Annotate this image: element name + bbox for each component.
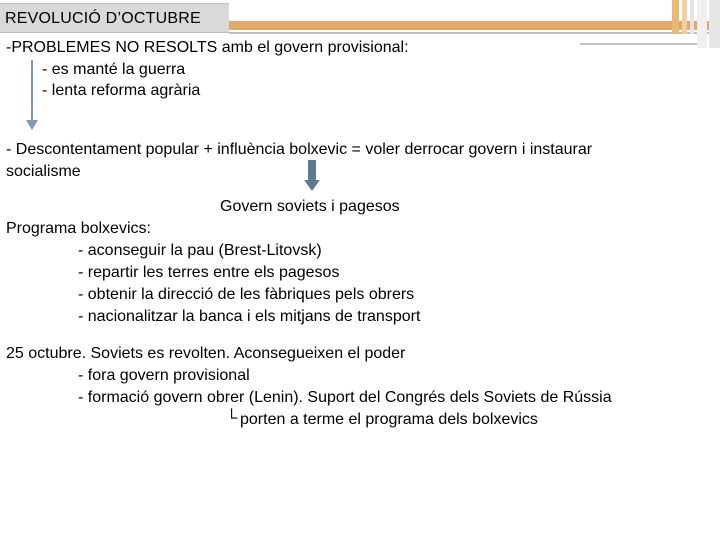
problem-item: - lenta reforma agrària xyxy=(42,82,201,99)
corner-stripe-2 xyxy=(682,0,687,34)
october-item: porten a terme el programa dels bolxevics xyxy=(240,411,538,428)
october-item: - fora govern provisional xyxy=(78,367,250,384)
govern-soviets-label: Govern soviets i pagesos xyxy=(220,198,400,215)
problems-heading: -PROBLEMES NO RESOLTS amb el govern provisional: xyxy=(6,39,409,56)
header-gray-line xyxy=(229,32,720,34)
discontent-line: - Descontentament popular + influència bolxevic = voler derrocar govern i instaurar xyxy=(6,141,593,158)
problem-item: - es manté la guerra xyxy=(42,61,186,78)
corner-stripe-4 xyxy=(697,0,707,48)
corner-stripe-3 xyxy=(690,0,694,34)
slide-title-box xyxy=(0,3,229,33)
header-orange-bar xyxy=(229,21,720,30)
program-item: - obtenir la direcció de les fàbriques pels obrers xyxy=(78,286,415,303)
slide-title: REVOLUCIÓ D’OCTUBRE xyxy=(5,10,201,27)
program-item: - repartir les terres entre els pagesos xyxy=(78,264,340,281)
corner-stripe-5 xyxy=(709,0,720,48)
corner-connector: └ xyxy=(226,410,238,427)
october-heading: 25 octubre. Soviets es revolten. Aconsegueixen el poder xyxy=(6,345,406,362)
corner-stripe-1 xyxy=(672,0,679,34)
program-item: - nacionalitzar la banca i els mitjans de transport xyxy=(78,308,421,325)
down-arrow-icon xyxy=(24,60,40,132)
october-item: - formació govern obrer (Lenin). Suport del Congrés dels Soviets de Rússia xyxy=(78,389,612,406)
program-heading: Programa bolxevics: xyxy=(6,220,151,237)
discontent-line: socialisme xyxy=(6,163,81,180)
down-arrow-icon xyxy=(302,160,322,192)
header-underline-right xyxy=(580,43,698,45)
program-item: - aconseguir la pau (Brest-Litovsk) xyxy=(78,242,322,259)
